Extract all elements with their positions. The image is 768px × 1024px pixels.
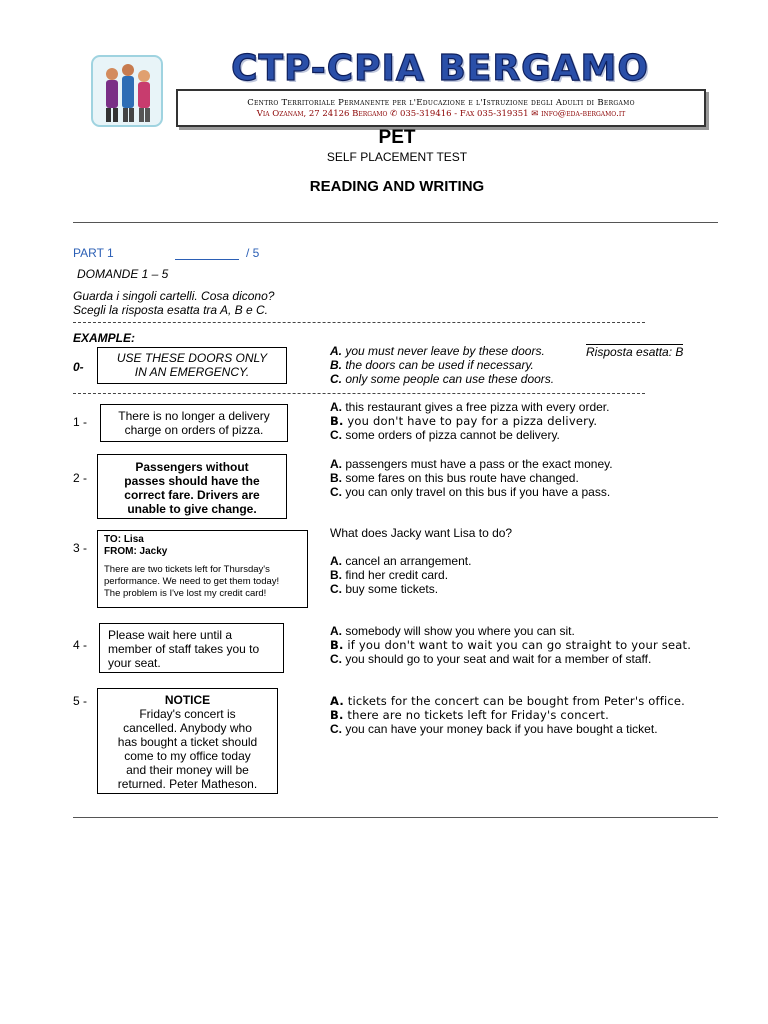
option-b: B. if you don't want to wait you can go straight to your seat.	[330, 638, 692, 652]
question-5-notice	[97, 688, 278, 794]
question-4-notice	[99, 623, 284, 673]
question-3-options	[330, 554, 471, 596]
question-5-options	[330, 694, 685, 736]
score-total: / 5	[246, 246, 260, 260]
notice-line: charge on orders of pizza.	[124, 423, 264, 437]
institution-name: Centro Territoriale Permanente per l'Educazione e l'Istruzione degli Adulti di Bergamo	[247, 98, 635, 108]
example-number: 0-	[73, 360, 84, 374]
note-line: performance. We need to get them today!	[104, 576, 280, 587]
question-2-notice	[97, 454, 287, 519]
option-a: A. passengers must have a pass or the exact money.	[330, 457, 613, 471]
notice-line: has bought a ticket should	[117, 735, 258, 749]
note-to: TO: Lisa	[104, 534, 144, 545]
option-c: C. some orders of pizza cannot be delivery.	[330, 428, 560, 442]
option-b: B. the doors can be used if necessary.	[330, 358, 534, 372]
notice-line: Friday's concert is	[139, 707, 236, 721]
notice-line: and their money will be	[126, 763, 249, 777]
notice-line: USE THESE DOORS ONLY	[116, 351, 268, 365]
option-b: B. find her credit card.	[330, 568, 449, 582]
option-c: C. you should go to your seat and wait for a member of staff.	[330, 652, 652, 666]
question-4-options	[330, 624, 691, 666]
notice-line: correct fare. Drivers are	[124, 488, 260, 502]
question-1-notice	[100, 404, 288, 442]
notice-line: unable to give change.	[127, 502, 257, 516]
option-b: B. some fares on this bus route have changed.	[330, 471, 579, 485]
divider	[73, 222, 718, 223]
note-line: There are two tickets left for Thursday's	[104, 564, 270, 575]
option-a: A. cancel an arrangement.	[330, 554, 472, 568]
notice-line: come to my office today	[124, 749, 251, 763]
option-a: A. this restaurant gives a free pizza with every order.	[330, 400, 610, 414]
notice-line: member of staff takes you to	[108, 642, 260, 656]
example-answer: Risposta esatta: B	[586, 345, 684, 359]
notice-line: returned. Peter Matheson.	[117, 777, 258, 791]
question-1-options	[330, 400, 609, 442]
example-notice	[97, 347, 287, 384]
notice-line: Passengers without	[135, 460, 249, 474]
score-blank[interactable]	[175, 246, 239, 260]
option-c: C. buy some tickets.	[330, 582, 439, 596]
notice-line: passes should have the	[124, 474, 260, 488]
option-b: B. you don't have to pay for a pizza delivery.	[330, 414, 598, 428]
divider	[73, 817, 718, 818]
notice-line: cancelled. Anybody who	[123, 721, 252, 735]
question-number: 5 -	[73, 694, 88, 708]
option-a: A. tickets for the concert can be bought from Peter's office.	[330, 694, 686, 708]
school-logo	[88, 52, 166, 130]
dashed-divider	[73, 393, 645, 394]
instruction-line: Guarda i singoli cartelli. Cosa dicono?	[73, 289, 275, 303]
test-title: PET	[378, 127, 416, 148]
option-c: C. you can have your money back if you have bought a ticket.	[330, 722, 658, 736]
question-range: DOMANDE 1 – 5	[77, 267, 169, 281]
brand-title: CTP-CPIA BERGAMO	[231, 48, 649, 89]
notice-heading: NOTICE	[164, 693, 211, 707]
question-3-prompt: What does Jacky want Lisa to do?	[330, 526, 513, 540]
option-a: A. you must never leave by these doors.	[330, 344, 545, 358]
question-number: 4 -	[73, 638, 88, 652]
option-b: B. there are no tickets left for Friday's concert.	[330, 708, 609, 722]
question-number: 2 -	[73, 471, 88, 485]
example-options	[330, 344, 554, 386]
question-number: 3 -	[73, 541, 88, 555]
dashed-divider	[73, 322, 645, 323]
question-3-notice	[97, 530, 308, 608]
question-number: 1 -	[73, 415, 88, 429]
part-label: PART 1	[73, 246, 114, 260]
notice-line: your seat.	[108, 656, 161, 670]
option-c: C. you can only travel on this bus if you have a pass.	[330, 485, 611, 499]
contact-info-box	[176, 89, 706, 127]
instruction-line: Scegli la risposta esatta tra A, B e C.	[73, 303, 268, 317]
example-label: EXAMPLE:	[73, 331, 136, 345]
notice-line: IN AN EMERGENCY.	[134, 365, 250, 379]
notice-line: Please wait here until a	[108, 628, 233, 642]
note-from: FROM: Jacky	[104, 546, 168, 557]
question-2-options	[330, 457, 613, 499]
option-c: C. only some people can use these doors.	[330, 372, 555, 386]
note-line: The problem is I've lost my credit card!	[104, 588, 267, 599]
institution-address: Via Ozanam, 27 24126 Bergamo ✆ 035-319416 - Fax 035-319351 ✉ info@eda-bergamo.it	[256, 109, 626, 119]
test-subtitle: SELF PLACEMENT TEST	[326, 150, 468, 164]
option-a: A. somebody will show you where you can sit.	[330, 624, 575, 638]
section-title: READING AND WRITING	[309, 178, 485, 195]
notice-line: There is no longer a delivery	[118, 409, 270, 423]
